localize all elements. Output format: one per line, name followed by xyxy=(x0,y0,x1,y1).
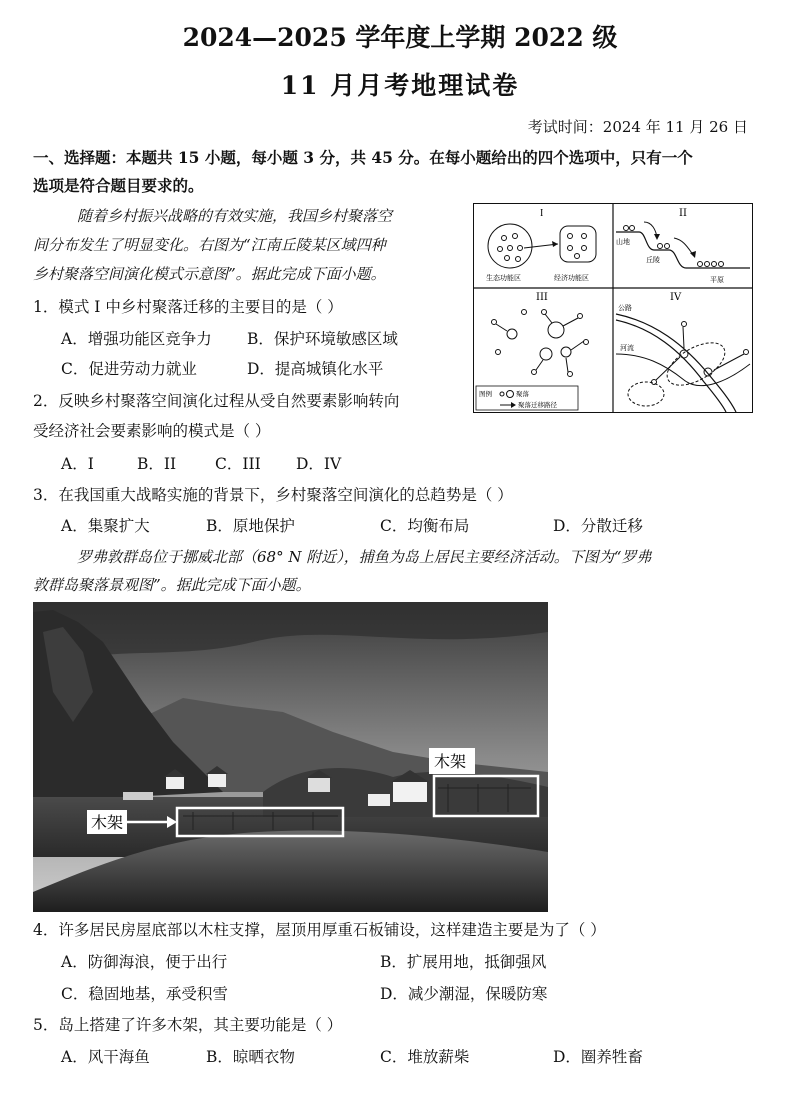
q3-stem: 3．在我国重大战略实施的背景下，乡村聚落空间演化的总趋势是（ ） xyxy=(33,486,513,504)
q5-option-b: B．晾晒衣物 xyxy=(206,1048,295,1066)
section-instruction-line2: 选项是符合题目要求的。 xyxy=(33,176,204,195)
passage2-line1: 罗弗敦群岛位于挪威北部（68° N 附近），捕鱼为岛上居民主要经济活动。下图为“罗弗 xyxy=(77,548,652,566)
diagram-panel-4 xyxy=(616,292,750,412)
legend-title: 图例 xyxy=(479,390,492,398)
q1-option-c: C．促进劳动力就业 xyxy=(61,360,197,378)
passage1-line3: 乡村聚落空间演化模式示意图”。据此完成下面小题。 xyxy=(33,265,386,283)
panel1-econ-label: 经济功能区 xyxy=(554,274,589,282)
photo-label-left: 木架 xyxy=(91,813,124,832)
q2-stem-line2: 受经济社会要素影响的模式是（ ） xyxy=(33,422,271,440)
passage2-line2: 敦群岛聚落景观图”。据此完成下面小题。 xyxy=(33,576,311,594)
q5-stem: 5．岛上搭建了许多木架，其主要功能是（ ） xyxy=(33,1016,343,1034)
panel2-label: II xyxy=(679,208,687,219)
q1-option-d: D．提高城镇化水平 xyxy=(247,360,384,378)
exam-title-line1: 2024—2025 学年度上学期 2022 级 xyxy=(182,23,618,52)
q2-stem-line1: 2．反映乡村聚落空间演化过程从受自然要素影响转向 xyxy=(33,392,400,410)
q4-option-b: B．扩展用地，抵御强风 xyxy=(380,953,547,971)
q1-option-b: B．保护环境敏感区域 xyxy=(247,330,398,348)
q5-option-c: C．堆放薪柴 xyxy=(380,1048,470,1066)
q1-option-a: A．增强功能区竞争力 xyxy=(61,330,212,348)
q2-option-b: B．II xyxy=(137,455,177,473)
q4-stem: 4．许多居民房屋底部以木柱支撑，屋顶用厚重石板铺设，这样建造主要是为了（ ） xyxy=(33,921,606,939)
q4-option-c: C．稳固地基，承受积雪 xyxy=(61,985,228,1003)
panel1-eco-label: 生态功能区 xyxy=(486,274,521,282)
q3-option-c: C．均衡布局 xyxy=(380,517,470,535)
passage1-line2: 间分布发生了明显变化。右图为“江南丘陵某区域四种 xyxy=(33,236,386,254)
panel2-hill: 丘陵 xyxy=(646,256,660,264)
q3-option-a: A．集聚扩大 xyxy=(61,517,150,535)
q3-option-d: D．分散迁移 xyxy=(553,517,643,535)
section-instruction-line1: 一、选择题：本题共 15 小题，每小题 3 分，共 45 分。在每小题给出的四个选项中，只有一个 xyxy=(33,148,693,167)
panel4-label: IV xyxy=(670,292,682,303)
panel2-plain: 平原 xyxy=(710,276,724,284)
photo-label-right: 木架 xyxy=(434,752,467,771)
panel1-label: I xyxy=(540,208,544,219)
q3-option-b: B．原地保护 xyxy=(206,517,295,535)
q1-stem: 1．模式 I 中乡村聚落迁移的主要目的是（ ） xyxy=(33,298,343,316)
q2-option-d: D．IV xyxy=(296,455,342,473)
exam-title-line2: 11 月月考地理试卷 xyxy=(280,71,520,100)
legend-path: 聚落迁移路径 xyxy=(518,401,557,409)
panel4-river: 河流 xyxy=(620,344,634,352)
lofoten-settlement-photo xyxy=(33,602,548,912)
diagram-panel-3 xyxy=(476,292,589,410)
exam-time: 考试时间：2024 年 11 月 26 日 xyxy=(527,118,748,136)
diagram-panel-2 xyxy=(616,208,750,284)
panel2-mountain: 山地 xyxy=(616,238,630,246)
q5-option-a: A．风干海鱼 xyxy=(61,1048,150,1066)
q4-option-d: D．减少潮湿，保暖防寒 xyxy=(380,985,548,1003)
passage1-line1: 随着乡村振兴战略的有效实施，我国乡村聚落空 xyxy=(77,207,393,225)
q2-option-a: A．I xyxy=(61,455,94,473)
panel4-road: 公路 xyxy=(618,304,632,312)
q4-option-a: A．防御海浪，便于出行 xyxy=(61,953,228,971)
legend-settlement: 聚落 xyxy=(516,390,529,398)
q2-option-c: C．III xyxy=(215,455,261,473)
q5-option-d: D．圈养牲畜 xyxy=(553,1048,643,1066)
diagram-panel-1 xyxy=(486,208,596,282)
panel3-label: III xyxy=(536,292,548,303)
settlement-evolution-diagram xyxy=(473,203,753,413)
